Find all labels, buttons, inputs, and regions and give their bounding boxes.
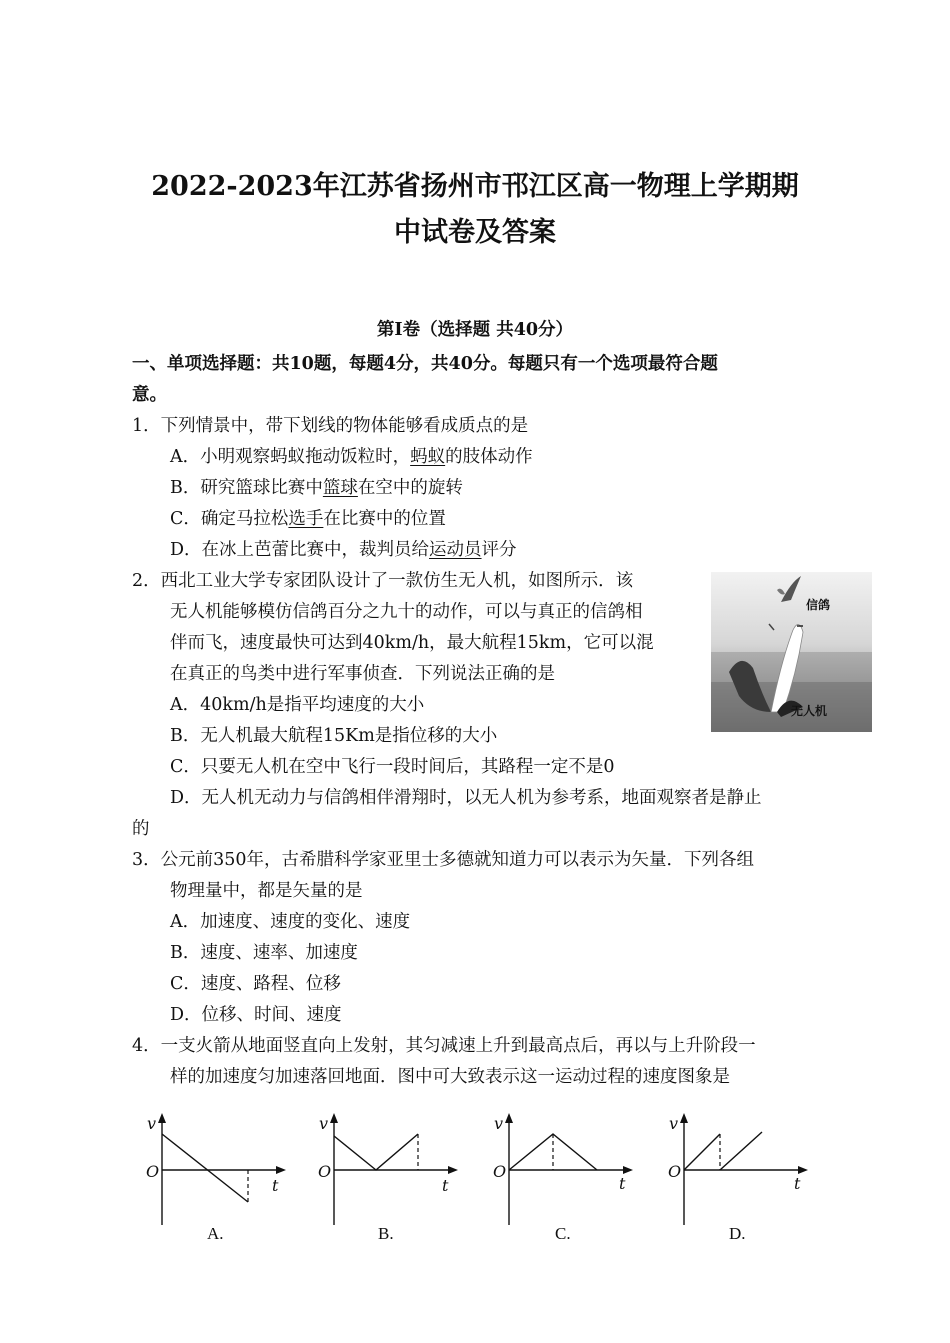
q1-option-a: A．小明观察蚂蚁拖动饭粒时，蚂蚁的肢体动作 (170, 447, 533, 467)
q3-stem-line-1: 3．公元前350年，古希腊科学家亚里士多德就知道力可以表示为矢量．下列各组 (132, 850, 755, 870)
q2-stem-line-3: 伴而飞，速度最快可达到40km/h，最大航程15km，它可以混 (170, 633, 654, 653)
photo-label-pigeon: 信鸽 (806, 598, 831, 612)
graph-a-origin: O (146, 1162, 160, 1181)
graph-a-axis-t: t (272, 1176, 279, 1195)
q1-option-c: C．确定马拉松选手在比赛中的位置 (170, 509, 446, 529)
document-title-line-1: 2022-2023年江苏省扬州市邗江区高一物理上学期期 (151, 171, 799, 202)
q2-option-d: D．无人机无动力与信鸽相伴滑翔时，以无人机为参考系，地面观察者是静止 (170, 788, 762, 808)
q2-option-c: C．只要无人机在空中飞行一段时间后，其路程一定不是0 (170, 757, 615, 777)
q3-option-c: C．速度、路程、位移 (170, 974, 341, 994)
q3-option-d: D．位移、时间、速度 (170, 1005, 342, 1025)
velocity-graph-b (312, 1110, 462, 1240)
q1-stem: 1．下列情景中，带下划线的物体能够看成质点的是 (132, 416, 529, 436)
graph-b-axis-t: t (442, 1176, 449, 1195)
q2-stem-line-2: 无人机能够模仿信鸽百分之九十的动作，可以与真正的信鸽相 (170, 602, 643, 622)
graph-b-label: B. (378, 1224, 394, 1243)
q1-underlined-athlete: 运动员 (429, 540, 482, 560)
q1-underlined-basketball: 篮球 (322, 478, 358, 498)
graph-d-axis-v: v (669, 1114, 679, 1133)
part-one-instructions: 一、单项选择题：共10题，每题4分，共40分。每题只有一个选项最符合题 (132, 354, 718, 374)
q4-stem-line-2: 样的加速度匀加速落回地面．图中可大致表示这一运动过程的速度图象是 (170, 1067, 730, 1087)
q1-underlined-runner: 选手 (288, 509, 324, 529)
part-one-instructions-cont: 意。 (132, 385, 167, 405)
q2-option-a: A．40km/h是指平均速度的大小 (170, 695, 425, 715)
document-title-line-2: 中试卷及答案 (394, 217, 556, 248)
graph-d-axis-t: t (794, 1174, 801, 1193)
q2-stem-line-4: 在真正的鸟类中进行军事侦查．下列说法正确的是 (170, 664, 555, 684)
photo-label-drone: 无人机 (791, 704, 828, 718)
graph-c-axis-v: v (494, 1114, 504, 1133)
section-heading: 第Ⅰ卷（选择题 共40分） (376, 320, 574, 340)
velocity-graph-d (662, 1110, 812, 1240)
velocity-graph-a (140, 1110, 290, 1240)
graph-c-origin: O (493, 1162, 507, 1181)
graph-d-label: D. (729, 1224, 746, 1243)
q2-option-b: B．无人机最大航程15Km是指位移的大小 (170, 726, 498, 746)
q1-option-b: B．研究篮球比赛中篮球在空中的旋转 (170, 478, 463, 498)
graph-a-label: A. (207, 1224, 224, 1243)
q1-option-d: D．在冰上芭蕾比赛中，裁判员给运动员评分 (170, 540, 517, 560)
graph-c-axis-t: t (619, 1174, 626, 1193)
q1-underlined-ant: 蚂蚁 (410, 447, 446, 467)
q3-stem-line-2: 物理量中，都是矢量的是 (170, 881, 363, 901)
q3-option-b: B．速度、速率、加速度 (170, 943, 358, 963)
q4-stem-line-1: 4．一支火箭从地面竖直向上发射，其匀减速上升到最高点后，再以与上升阶段一 (132, 1036, 756, 1056)
graph-b-origin: O (318, 1162, 332, 1181)
q2-option-d-cont: 的 (132, 819, 150, 839)
graph-a-axis-v: v (147, 1114, 157, 1133)
q2-stem-line-1: 2．西北工业大学专家团队设计了一款仿生无人机，如图所示．该 (132, 571, 634, 591)
velocity-graph-c (487, 1110, 637, 1240)
graph-d-origin: O (668, 1162, 682, 1181)
graph-c-label: C. (555, 1224, 571, 1243)
graph-b-axis-v: v (319, 1114, 329, 1133)
q3-option-a: A．加速度、速度的变化、速度 (170, 912, 411, 932)
drone-pigeon-photo (711, 572, 872, 732)
